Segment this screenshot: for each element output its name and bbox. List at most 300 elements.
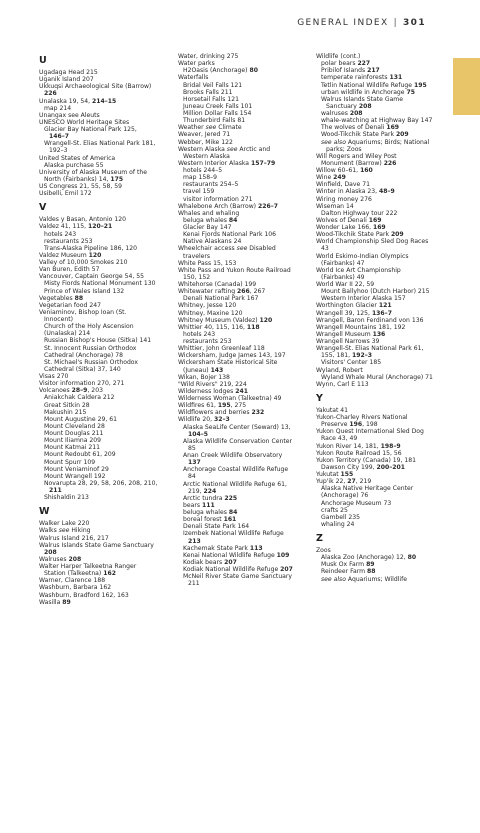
index-entry — [316, 302, 444, 309]
index-entry — [39, 266, 167, 273]
entry-text: St. Innocent Russian Orthodox — [44, 344, 137, 352]
index-entry — [316, 238, 444, 245]
entry-text: Western Interior Alaska — [178, 159, 251, 167]
index-letter-heading: W — [39, 506, 50, 518]
index-subentry — [39, 140, 167, 147]
page-ref-bold: 162 — [103, 570, 116, 578]
entry-text: Valley of 10,000 Smokes 210 — [39, 259, 128, 266]
index-column-1 — [39, 53, 167, 606]
entry-text: Trans-Alaska Pipeline 186, 120 — [44, 244, 137, 252]
entry-text: Alaska SeaLife Center (Seward) 13, — [183, 423, 291, 431]
index-entry — [178, 388, 306, 395]
index-subentry — [178, 438, 306, 445]
index-subentry — [178, 545, 306, 552]
page-number: 301 — [403, 18, 426, 28]
index-entry — [178, 352, 306, 359]
entry-text: Yakutat 41 — [316, 406, 349, 414]
entry-text: Whitney, Maxine 120 — [178, 309, 243, 317]
entry-text: Whittier 40, 115, 116, — [178, 323, 247, 331]
index-entry — [39, 380, 167, 387]
entry-text: boreal forest — [183, 516, 224, 524]
index-subentry — [39, 359, 167, 366]
index-subentry — [178, 188, 306, 195]
index-subentry — [39, 437, 167, 444]
index-subentry — [316, 60, 444, 67]
entry-text: Wilderness lodges — [178, 387, 236, 395]
index-subentry — [316, 260, 444, 267]
page-ref-bold: 136 — [372, 330, 386, 338]
entry-text: Whitney Museum (Valdez) — [178, 316, 260, 324]
entry-text: Anchorage Coastal Wildlife Refuge — [183, 466, 289, 474]
index-entry — [316, 450, 444, 457]
index-subentry — [39, 105, 167, 112]
index-subentry — [39, 402, 167, 409]
entry-text: Horsetail Falls 121 — [183, 95, 239, 103]
index-entry — [39, 535, 167, 542]
entry-text: Wildflowers and berries — [178, 409, 252, 417]
index-entry — [178, 402, 306, 409]
index-subentry — [178, 367, 306, 374]
index-entry — [39, 83, 167, 90]
index-subentry — [178, 110, 306, 117]
entry-text: Cathedral (Anchorage) 78 — [44, 351, 124, 359]
entry-text: Mount Spurr 109 — [44, 458, 96, 466]
entry-text: beluga whales — [183, 216, 229, 224]
entry-text: Walrus Island 216, 217 — [39, 534, 109, 542]
entry-text: Walruses — [39, 555, 69, 563]
entry-text: Kachemak State Park — [183, 544, 250, 552]
entry-text: hotels 244–5 — [183, 167, 223, 174]
index-entry — [316, 181, 444, 188]
entry-text: Whales and whaling — [178, 209, 240, 217]
entry-text: Usibelli, Emil 172 — [39, 190, 92, 198]
entry-text: Monument (Barrow) — [321, 159, 384, 167]
entry-text: Yukon-Charley Rivers National — [316, 414, 408, 421]
entry-text: Tetlin National Wildlife Refuge — [321, 81, 414, 89]
entry-text: 155, 181, — [321, 352, 353, 360]
index-subentry — [178, 82, 306, 89]
page-ref-bold: 109 — [276, 551, 290, 559]
entry-text: travel 159 — [183, 188, 215, 196]
entry-text: Veniaminov, Bishop Ioan (St. — [39, 308, 127, 316]
index-entry — [178, 203, 306, 210]
index-subentry — [178, 338, 306, 345]
entry-text: Wonder Lake 166, — [316, 224, 373, 231]
page-ref-bold: 208 — [358, 102, 372, 110]
index-entry — [316, 153, 444, 160]
index-subentry — [39, 459, 167, 466]
index-entry — [178, 210, 306, 217]
page-ref-bold: 224 — [203, 487, 217, 495]
index-subentry — [316, 103, 444, 110]
index-subentry — [316, 288, 444, 295]
index-entry — [178, 131, 306, 138]
index-subentry — [39, 394, 167, 401]
index-entry — [39, 556, 167, 563]
index-subentry — [39, 487, 167, 494]
index-entry — [39, 223, 167, 230]
entry-text: Unalaska 19, 54, — [39, 97, 93, 105]
entry-text: World Ice Art Championship — [316, 266, 401, 274]
index-subentry — [39, 147, 167, 154]
entry-text: Native Alaskans 24 — [183, 238, 242, 246]
entry-text: , 267 — [249, 288, 266, 296]
entry-text: Cathedral (Sitka) 37, 140 — [44, 365, 121, 373]
page-ref-bold: 160 — [360, 167, 373, 174]
entry-text: Yukon Quest International Sled Dog — [316, 428, 424, 436]
entry-text: Arctic and — [237, 145, 271, 153]
entry-text: Mount Cleveland 28 — [44, 422, 105, 430]
index-subentry — [316, 160, 444, 167]
index-entry — [316, 338, 444, 345]
index-subentry — [316, 374, 444, 381]
entry-text: The wolves of Denali — [321, 124, 387, 132]
entry-text: Visitor information 270, 271 — [39, 380, 125, 388]
entry-text: Wickersham State Historical Site — [178, 359, 278, 367]
entry-text: H2Oasis (Anchorage) — [183, 67, 250, 75]
entry-text: Station (Talkeetna) — [44, 570, 104, 578]
entry-text: Yup'ik 22, — [316, 478, 348, 486]
page-ref-bold: 226 — [44, 90, 57, 98]
entry-text: Mount Redoubt 61, 209 — [44, 451, 116, 459]
entry-text: Izembek National Wildlife Refuge — [183, 530, 284, 538]
entry-text: Alaska Wildlife Conservation Center — [183, 437, 292, 445]
entry-text: Vegetables — [39, 294, 75, 302]
entry-text: Wasilla — [39, 598, 63, 606]
entry-text: Walker Lake 220 — [39, 520, 90, 528]
page-ref-bold: 195 — [217, 402, 231, 410]
entry-text: Kenai Fjords National Park 106 — [183, 231, 277, 239]
index-subentry — [178, 488, 306, 495]
entry-text: Whitewater rafting — [178, 288, 238, 296]
entry-text: bears — [183, 501, 202, 509]
index-entry — [39, 155, 167, 162]
index-entry — [316, 381, 444, 388]
index-entry — [316, 457, 444, 464]
entry-text: Bridal Veil Falls 121 — [183, 81, 243, 89]
index-subentry — [178, 274, 306, 281]
index-column-2 — [178, 53, 306, 587]
page-ref-bold: 207 — [280, 566, 293, 573]
index-entry — [316, 224, 444, 231]
index-subentry — [39, 245, 167, 252]
entry-text: Aquariums; Wildlife — [345, 575, 408, 583]
page-ref-bold: 213 — [188, 537, 201, 545]
entry-text: Russian Bishop's House (Sitka) 141 — [44, 337, 152, 345]
entry-text: Ukkuqsi Archaeological Site (Barrow) — [39, 83, 152, 91]
index-entry — [39, 112, 167, 119]
entry-text: Preserve — [321, 421, 350, 429]
entry-text: White Pass and Yukon Route Railroad — [178, 266, 291, 274]
entry-text: Million Dollar Falls 154 — [183, 110, 252, 117]
entry-text: Whitney, Jesse 120 — [178, 302, 237, 310]
entry-text: Will Rogers and Wiley Post — [316, 152, 397, 160]
index-entry — [178, 260, 306, 267]
index-subentry — [39, 90, 167, 97]
entry-text: 211 — [188, 580, 200, 588]
entry-text: , 203 — [87, 387, 103, 395]
entry-text: Wrangell Mountains 181, 192 — [316, 323, 406, 331]
index-entry — [178, 345, 306, 352]
entry-text: Church of the Holy Ascension — [44, 323, 134, 331]
entry-text: restaurants 253 — [183, 338, 232, 345]
index-entry — [316, 428, 444, 435]
index-entry — [316, 324, 444, 331]
see-reference: see — [205, 124, 217, 132]
index-subentry — [178, 89, 306, 96]
index-entry — [39, 563, 167, 570]
index-entry — [39, 577, 167, 584]
index-subentry — [316, 464, 444, 471]
index-subentry — [178, 502, 306, 509]
entry-text: 43 — [321, 245, 329, 253]
index-subentry — [316, 139, 444, 146]
entry-text: (Juneau) — [183, 366, 211, 374]
entry-text: Volcanoes — [39, 387, 72, 395]
entry-text: McNeil River State Game Sanctuary — [183, 573, 293, 581]
entry-text: Wrangell Narrows 39 — [316, 338, 380, 345]
entry-text: Juneau Creek Falls 101 — [183, 102, 253, 110]
index-letter-heading: Z — [316, 533, 323, 544]
entry-text: beluga whales — [183, 509, 229, 516]
entry-text: Climate — [216, 124, 242, 132]
entry-text: North (Fairbanks) 14, — [44, 175, 111, 183]
index-entry — [316, 267, 444, 274]
page-ref-bold: 200–201 — [376, 463, 405, 471]
index-subentry — [316, 561, 444, 568]
entry-text: map 158–9 — [183, 174, 218, 182]
entry-text: (Unalaska) 214 — [44, 330, 91, 338]
index-entry — [178, 267, 306, 274]
page-ref-bold: 227 — [357, 60, 371, 68]
index-entry — [316, 367, 444, 374]
index-entry — [39, 69, 167, 76]
index-entry — [316, 203, 444, 210]
entry-text: Western Interior Alaska 157 — [321, 295, 406, 303]
page-ref-bold: 146–7 — [49, 133, 70, 141]
entry-text: temperate rainforests — [321, 74, 390, 82]
index-subentry — [39, 162, 167, 169]
page-ref-bold: 131 — [389, 74, 403, 82]
index-entry — [316, 547, 444, 554]
page-ref-bold: 75 — [406, 88, 415, 96]
index-subentry — [178, 424, 306, 431]
index-subentry — [178, 174, 306, 181]
index-entry — [39, 527, 167, 534]
entry-text: Yukon Route Railroad 15, 56 — [316, 449, 402, 457]
page-ref-bold: 88 — [74, 294, 84, 302]
entry-text: Glacier Bay 147 — [183, 224, 232, 231]
page-ref-bold: 80 — [249, 67, 258, 75]
index-entry — [316, 443, 444, 450]
index-entry — [316, 53, 444, 60]
index-subentry — [178, 181, 306, 188]
entry-text: Visitors' Center 185 — [321, 359, 382, 367]
index-subentry — [178, 559, 306, 566]
entry-text: Wiseman 14 — [316, 202, 354, 210]
index-subentry — [39, 444, 167, 451]
index-subentry — [178, 238, 306, 245]
index-subentry — [178, 153, 306, 160]
index-subentry — [39, 409, 167, 416]
index-subentry — [316, 82, 444, 89]
page-ref-bold: 84 — [228, 216, 238, 224]
index-subentry — [178, 566, 306, 573]
entry-text: Washburn, Bradford 162, 163 — [39, 591, 129, 599]
page-ref-bold: 80 — [407, 554, 417, 562]
entry-text: US Congress 21, 55, 58, 59 — [39, 183, 123, 190]
entry-text: , 198 — [362, 421, 378, 429]
entry-text: Yukon Territory (Canada) 19, 181 — [316, 456, 417, 464]
entry-text: World War II 22, 59 — [316, 281, 375, 288]
entry-text: Wrangell 39, 125, — [316, 309, 372, 317]
entry-text: Wheelchair access — [178, 245, 237, 253]
entry-text: Weaver, Jered 71 — [178, 131, 231, 139]
entry-text: Wyland Whale Mural (Anchorage) 71 — [321, 373, 433, 381]
index-subentry — [316, 210, 444, 217]
entry-text: Kenai National Wildlife Refuge — [183, 551, 277, 559]
entry-text: Alaska Zoo (Anchorage) 12, — [321, 554, 408, 562]
see-reference: see also — [321, 138, 346, 146]
index-entry — [178, 60, 306, 67]
entry-text: Whitehorse (Canada) 199 — [178, 281, 257, 288]
index-subentry — [39, 337, 167, 344]
index-subentry — [39, 451, 167, 458]
entry-text: Willow 60–61, — [316, 167, 361, 174]
entry-text: Water parks — [178, 60, 215, 68]
page-ref-bold: 266 — [237, 288, 250, 296]
entry-text: Vancouver, Captain George 54, 55 — [39, 273, 144, 281]
index-subentry — [316, 352, 444, 359]
see-reference: see — [58, 527, 70, 535]
entry-text: Mount Wrangell 192 — [44, 472, 106, 480]
index-entry — [178, 160, 306, 167]
entry-text: Novarupta 28, 29, 58, 206, 208, 210, — [44, 479, 158, 487]
entry-text: Zoos — [316, 547, 331, 554]
entry-text: Wolves of Denali — [316, 216, 369, 224]
index-entry — [39, 98, 167, 105]
index-subentry — [39, 330, 167, 337]
page-ref-bold: 175 — [110, 175, 124, 183]
index-subentry — [316, 521, 444, 528]
index-entry — [39, 520, 167, 527]
index-entry — [178, 381, 306, 388]
index-entry — [39, 169, 167, 176]
index-letter-heading: Y — [316, 392, 323, 404]
index-subentry — [178, 481, 306, 488]
entry-text: Walrus Islands State Game — [321, 95, 403, 103]
entry-text: White Pass 15, 153 — [178, 259, 237, 267]
index-subentry — [316, 274, 444, 281]
entry-text: Innocent) — [44, 316, 73, 323]
entry-text: Wrangell Museum — [316, 330, 373, 338]
entry-text: Denali National Park 167 — [183, 295, 259, 303]
index-subentry — [316, 146, 444, 153]
entry-text: UNESCO World Heritage Sites — [39, 118, 130, 126]
entry-text: Water, drinking 275 — [178, 53, 239, 60]
entry-text: Wynn, Carl E 113 — [316, 380, 369, 388]
entry-text: Reindeer Farm — [321, 568, 368, 576]
index-subentry — [39, 366, 167, 373]
index-entry — [39, 76, 167, 83]
entry-text: Anan Creek Wildlife Observatory — [183, 452, 283, 459]
index-subentry — [39, 494, 167, 501]
index-entry — [39, 119, 167, 126]
entry-text: Whittier, John Greenleaf 118 — [178, 345, 265, 353]
running-header — [297, 18, 426, 28]
index-subentry — [39, 133, 167, 140]
index-entry — [39, 309, 167, 316]
index-entry — [178, 310, 306, 317]
index-entry — [316, 188, 444, 195]
entry-text: Western Alaska — [183, 152, 230, 160]
page-ref-bold: 208 — [68, 555, 82, 563]
page-ref-bold: 208 — [349, 110, 363, 117]
entry-text: Van Buren, Edith 57 — [39, 266, 100, 274]
index-subentry — [39, 280, 167, 287]
index-subentry — [39, 288, 167, 295]
entry-text: Glacier Bay National Park 125, — [44, 126, 137, 133]
entry-text: Walter Harper Talkeetna Ranger — [39, 563, 137, 570]
page-ref-bold: 28–9 — [71, 387, 88, 395]
page-ref-bold: 232 — [251, 409, 265, 417]
entry-text: Ugadaga Head 215 — [39, 69, 98, 76]
entry-text: Alaska Native Heritage Center — [321, 485, 414, 493]
index-entry — [39, 592, 167, 599]
entry-text: 150, 152 — [183, 273, 211, 281]
index-subentry — [316, 568, 444, 575]
entry-text: urban wildlife in Anchorage — [321, 88, 407, 96]
entry-text: Arctic tundra — [183, 494, 225, 502]
page-ref-bold: 118 — [246, 323, 260, 331]
page-ref-bold: 121 — [378, 302, 392, 310]
index-entry — [178, 139, 306, 146]
entry-text: Winfield, Dave 71 — [316, 181, 370, 189]
entry-text: whaling 24 — [321, 520, 355, 528]
page-ref-bold: 136–7 — [371, 309, 392, 317]
index-subentry — [316, 110, 444, 117]
index-subentry — [316, 295, 444, 302]
page-ref-bold: 120–21 — [88, 223, 113, 231]
entry-text: St. Michael's Russian Orthodox — [44, 358, 138, 366]
entry-text: Mount Iliamna 209 — [44, 437, 102, 445]
index-subentry — [39, 231, 167, 238]
page-ref-bold: 225 — [224, 494, 238, 502]
index-entry — [178, 359, 306, 366]
page-ref-bold: 208 — [44, 548, 57, 556]
entry-text: Wood-Tikchik State Park — [316, 231, 391, 239]
page-ref-bold: 48–9 — [379, 188, 395, 196]
index-entry — [178, 409, 306, 416]
page-ref-bold: 249 — [333, 174, 346, 182]
entry-text: Uganik Island 207 — [39, 76, 94, 84]
section-thumb-tab — [453, 58, 480, 115]
index-subentry — [39, 416, 167, 423]
page-ref-bold: 88 — [367, 568, 376, 576]
index-subentry — [39, 480, 167, 487]
index-subentry — [178, 103, 306, 110]
index-subentry — [316, 514, 444, 521]
index-entry — [316, 231, 444, 238]
index-entry — [39, 302, 167, 309]
index-subentry — [39, 176, 167, 183]
page-ref-bold: 84 — [228, 509, 238, 516]
entry-text: Arctic National Wildlife Refuge 61, — [183, 480, 287, 488]
index-subentry — [316, 117, 444, 124]
index-subentry — [316, 359, 444, 366]
entry-text: World Championship Sled Dog Races — [316, 238, 429, 246]
entry-text: whale-watching at Highway Bay 147 — [321, 117, 433, 125]
